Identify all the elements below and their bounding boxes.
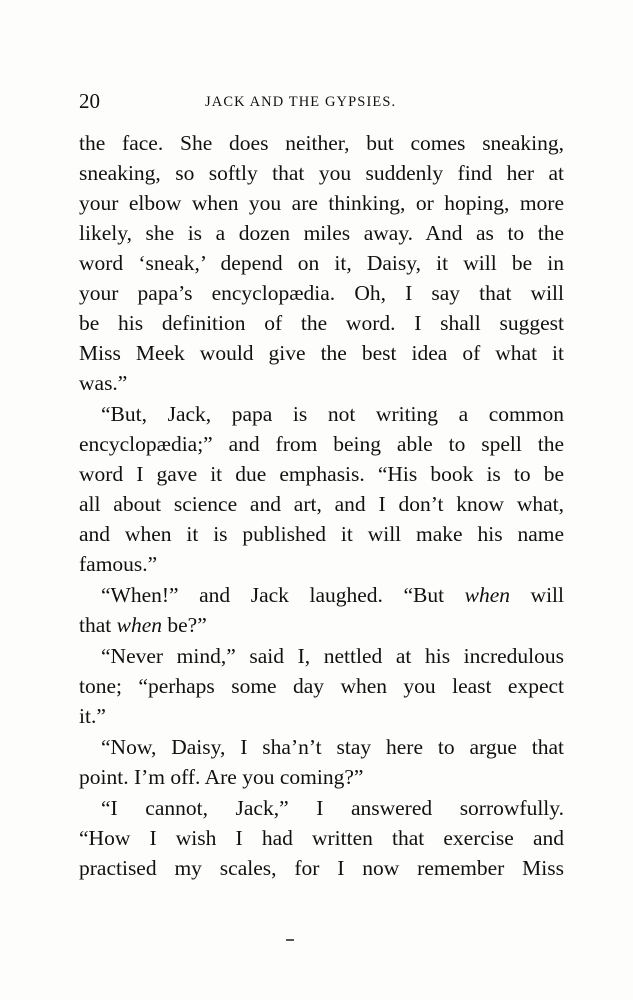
text-line: be his definition of the word. I shall suggest: [79, 311, 564, 335]
running-title: JACK AND THE GYPSIES.: [205, 94, 397, 110]
text-line: all about science and art, and I don’t know what,: [79, 492, 564, 516]
text-line: “Never mind,” said I, nettled at his incredulous: [101, 644, 564, 668]
text-line: was.”: [79, 371, 128, 395]
text-line: “How I wish I had written that exercise and: [79, 826, 564, 850]
text-line: that when be?”: [79, 613, 207, 637]
text-line: Miss Meek would give the best idea of what it: [79, 341, 564, 365]
page-mark: [286, 939, 294, 941]
text-line: your elbow when you are thinking, or hoping, more: [79, 191, 564, 215]
text-line: encyclopædia;” and from being able to spell the: [79, 432, 564, 456]
text-line: “I cannot, Jack,” I answered sorrowfully.: [101, 796, 564, 820]
text-line: practised my scales, for I now remember Miss: [79, 856, 564, 880]
text-line: word ‘sneak,’ depend on it, Daisy, it will be in: [79, 251, 564, 275]
text-line: tone; “perhaps some day when you least expect: [79, 674, 564, 698]
text-line: likely, she is a dozen miles away. And as to the: [79, 221, 564, 245]
page-number: 20: [79, 89, 100, 113]
text-line: it.”: [79, 704, 106, 728]
text-line: your papa’s encyclopædia. Oh, I say that will: [79, 281, 564, 305]
text-line: and when it is published it will make his name: [79, 522, 564, 546]
text-line: sneaking, so softly that you suddenly find her at: [79, 161, 564, 185]
text-line: famous.”: [79, 552, 158, 576]
text-line: point. I’m off. Are you coming?”: [79, 765, 364, 789]
text-line: “But, Jack, papa is not writing a common: [101, 402, 564, 426]
text-line: “When!” and Jack laughed. “But when will: [101, 583, 564, 607]
page-header: [79, 88, 564, 114]
text-line: word I gave it due emphasis. “His book is to be: [79, 462, 564, 486]
text-line: the face. She does neither, but comes sneaking,: [79, 131, 564, 155]
text-line: “Now, Daisy, I sha’n’t stay here to argue that: [101, 735, 564, 759]
